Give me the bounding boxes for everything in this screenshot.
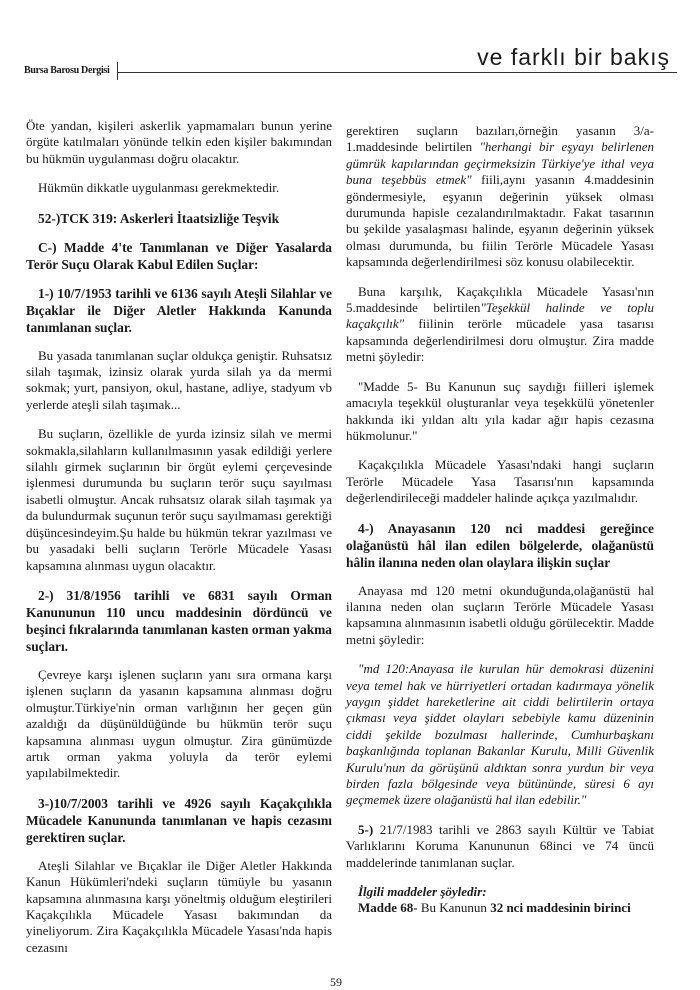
right-column [346, 123, 654, 917]
paragraph: Bu yasada tanımlanan suçlar oldukça geniştir. Ruhsatsız silah taşımak, izinsiz olarak yurda silah ya da mermi sokmak; yurt, pansiyon, okul, hastane, adliye, stadyum vb yerlerde ateşli silah taşımak... [26, 347, 332, 412]
item-number: 5-) [358, 821, 374, 837]
header-slogan: ve farklı bir bakış [477, 44, 670, 70]
page-number: 59 [330, 975, 342, 989]
article-label: Madde 68- [358, 900, 418, 916]
paragraph [346, 822, 654, 871]
paragraph: Ateşli Silahlar ve Bıçaklar ile Diğer Aletler Hakkında Kanun Hükümleri'ndeki suçların tümüyle bu yasanın kapsamına alınmasına karşı yöneltmiş olduğum eleştirileri Kaçakçılıkla Mücadele Yasası bakımından da yineliyorum. Zira Kaçakçılıkla Mücadele Yasası'nda hapis cezasını [26, 857, 332, 955]
text-run: fiili,aynı yasanın 4.maddesinin göndermesiyle, eşyanın değerinin yüksek olması durumunda hapisle cezalandırılmaktadır. Fakat tasarının bu şekilde yasalaşması halinde, eşyanın değerinin yüksek olması durumunda, bu fiilin Terörle Mücadele Yasası kapsamında değerlendirilmesi söz konusu olabilecektir. [346, 172, 654, 270]
subheading-text: İlgili maddeler şöyledir: [358, 884, 487, 900]
text-run: 21/7/1983 tarihli ve 2863 sayılı Kültür ve Tabiat Varlıklarını Koruma Kanununun 68inci ve 74 üncü maddelerinde tanımlanan suçlar. [346, 821, 654, 870]
section-heading: 2-) 31/8/1956 tarihli ve 6831 sayılı Orman Kanununun 110 uncu maddesinin dördüncü ve beşinci fıkralarında tanımlanan kasten orman yakma suçları. [26, 587, 332, 654]
paragraph: Öte yandan, kişileri askerlik yapmamaları bunun yerine örgüte katılmaları yönünde telkin eden kişiler bakımından bu hükmün uygulanması doğru olacaktır. [26, 118, 332, 166]
paragraph: Kaçakçılıkla Mücadele Yasası'ndaki hangi suçların Terörle Mücadele Yasa Tasarısı'nın kapsamında değerlendirileceği maddeler halinde açıkça yazılmalıdır. [346, 457, 654, 506]
page-header [0, 0, 700, 90]
quoted-text: "Teşekkül halinde ve toplu kaçakçılık" [346, 300, 654, 332]
paragraph: Anayasa md 120 metni okunduğunda,olağanüstü hal ilanına neden olan suçların Terörle Mücadele Yasası kapsamına alınmasının isabetli olduğu görülecektir. Madde metni şöyledir: [346, 582, 654, 647]
text-run: gerektiren suçların bazıları,örneğin yasanın 3/a-1.maddesinde belirtilen [346, 123, 654, 155]
quoted-law-text: "md 120:Anayasa ile kurulan hür demokrasi düzenini veya temel hak ve hürriyetleri ortadan kadırmaya yönelik yaygın şiddet hareketlerine ait ciddi belirtilerin ortaya çıkması veya şiddet olayları sebebiyle kamu düzeninin ciddi şekilde bozulması hallerinde, Cumhurbaşkanı başkanlığında toplanan Bakanlar Kurulu, Milli Güvenlik Kurulu'nun da görüşünü aldıktan sonra yurdun bir veya birden fazla bölgesinde veya bütününde, süresi 6 ayı geçmemek üzere olağanüstü hal ilan edebilir." [346, 661, 654, 808]
section-heading: 1-) 10/7/1953 tarihli ve 6136 sayılı Ateşli Silahlar ve Bıçaklar ile Diğer Aletler Hakkında Kanunda tanımlanan suçlar. [26, 285, 332, 335]
section-heading: 52-)TCK 319: Askerleri İtaatsizliğe Teşvik [38, 210, 280, 226]
text-run: 32 nci maddesinin birinci [490, 900, 631, 916]
paragraph: Hükmün dikkatle uygulanması gerekmektedir. [38, 180, 280, 196]
quoted-text: "herhangi bir eşyayı belirlenen gümrük kapılarından geçirmeksizin Türkiye'ye ithal veya buna teşebbüs etmek" [346, 139, 654, 188]
section-heading: 4-) Anayasanın 120 nci maddesi gereğince olağanüstü hâl ilan edilen bölgelerde, olağanüstü hâlin ilanına neden olan olaylara ilişkin suçlar [346, 520, 654, 570]
paragraph [346, 123, 654, 271]
quoted-paragraph: "Madde 5- Bu Kanunun suç saydığı fiilleri işlemek amacıyla teşekkül oluşturanlar veya teşekkülü yönetenler hakkında iki yıldan altı yıla kadar ağır hapis cezasına hükmolunur." [346, 378, 654, 443]
header-divider-tick [117, 62, 118, 80]
left-column [26, 118, 332, 956]
section-heading: C-) Madde 4'te Tanımlanan ve Diğer Yasalarda Terör Suçu Olarak Kabul Edilen Suçlar: [26, 239, 332, 272]
text-run: Buna karşılık, Kaçakçılıkla Mücadele Yasası'nın 5.maddesinde belirtilen [346, 283, 654, 316]
paragraph: Bu suçların, özellikle de yurda izinsiz silah ve mermi sokmakla,silahların kullanılmasının yasak edildiği yerlere silahlı girmek suçlarının bir örgüt eylemi çerçevesinde işlenmesi durumunda bu suçların terör suçu sayılması isabetli olmuştur. Ancak ruhsatsız olarak silah taşımak ya da bulundurmak suçunun terör suçu sayılmaması gerektiği düşüncesindeyim.Şu halde bu hükmün tekrar yazılması ve bu yasadaki belli suçların Terörle Mücadele Yasası kapsamına alınması uygun olacaktır. [26, 426, 332, 573]
paragraph: Çevreye karşı işlenen suçların yanı sıra ormana karşı işlenen suçların da yasanın kapsamına alınması doğru olmuştur.Türkiye'nin orman varlığının her geçen gün azaldığı da düşünüldüğünde bu hükmün terör suçu kapsamına alınması uygun olmuştur. Zira günümüzde artık orman yakma yoluyla da terör eylemi yapılabilmektedir. [26, 666, 332, 781]
header-rule [117, 72, 677, 73]
paragraph [346, 900, 654, 916]
journal-name: Bursa Barosu Dergisi [24, 65, 110, 76]
paragraph [346, 284, 654, 366]
text-run: fiilinin terörle mücadele yasa tasarısı kapsamında değerlendirilmesi doru olmuştur. Zira madde metni şöyledir: [346, 316, 654, 365]
section-heading: 3-)10/7/2003 tarihli ve 4926 sayılı Kaçakçılıkla Mücadele Kanununda tanımlanan ve hapis cezasını gerektiren suçlar. [26, 795, 332, 845]
text-run: Bu Kanunun [417, 900, 491, 916]
subheading [346, 884, 654, 900]
